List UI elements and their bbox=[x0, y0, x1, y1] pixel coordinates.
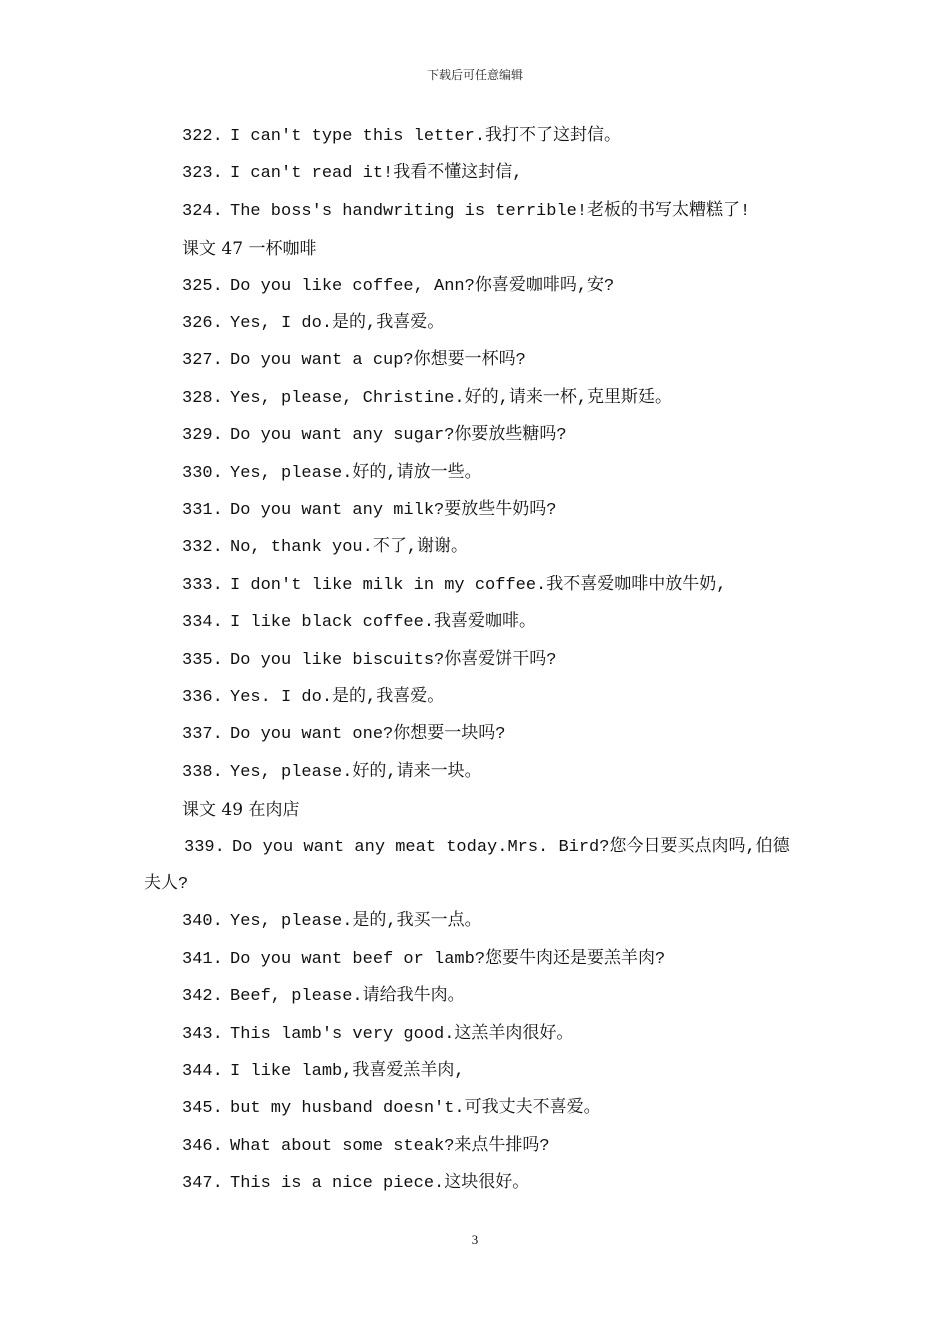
item-number: 337. bbox=[182, 725, 223, 745]
item-number: 341. bbox=[182, 949, 223, 969]
list-item bbox=[184, 833, 790, 863]
list-item bbox=[182, 309, 444, 339]
page-header: 下载后可任意编辑 bbox=[426, 68, 523, 82]
list-item bbox=[182, 608, 536, 638]
item-text: Yes, I do.是的,我喜爱。 bbox=[230, 314, 445, 333]
item-number: 344. bbox=[182, 1062, 223, 1081]
list-item bbox=[182, 272, 614, 302]
list-item bbox=[182, 1057, 465, 1087]
list-item bbox=[182, 346, 526, 376]
item-number: 345. bbox=[182, 1099, 223, 1119]
list-item bbox=[182, 421, 567, 451]
list-item bbox=[182, 496, 556, 526]
item-number: 324. bbox=[182, 201, 223, 221]
item-text: The boss's handwriting is terrible!老板的书写太糟糕了! bbox=[230, 201, 751, 221]
list-item bbox=[182, 720, 505, 750]
item-number: 330. bbox=[182, 463, 223, 483]
item-text: Do you want any meat today.Mrs. Bird?您今日要买点肉吗,伯德 bbox=[232, 837, 790, 857]
item-text: This lamb's very good.这羔羊肉很好。 bbox=[230, 1024, 574, 1044]
item-number: 333. bbox=[182, 575, 223, 595]
item-text: I don't like milk in my coffee.我不喜爱咖啡中放牛奶, bbox=[230, 575, 727, 595]
list-item bbox=[182, 122, 621, 152]
item-number: 342. bbox=[182, 987, 223, 1007]
item-text: Yes, please.好的,请来一块。 bbox=[230, 762, 482, 782]
item-number: 339. bbox=[184, 837, 225, 857]
item-text: I like lamb,我喜爱羔羊肉, bbox=[230, 1062, 465, 1081]
item-number: 346. bbox=[182, 1136, 223, 1156]
item-text: Do you like biscuits?你喜爱饼干吗? bbox=[230, 650, 557, 670]
item-text: Yes, please, Christine.好的,请来一杯,克里斯廷。 bbox=[230, 388, 673, 408]
item-text: Yes, please.是的,我买一点。 bbox=[230, 912, 482, 932]
list-item bbox=[182, 758, 482, 788]
item-text: Do you want one?你想要一块吗? bbox=[230, 725, 506, 745]
item-text: Do you want any sugar?你要放些糖吗? bbox=[230, 426, 567, 446]
lesson-heading: 课文 49 在肉店 bbox=[182, 800, 300, 821]
item-text: I can't read it!我看不懂这封信, bbox=[230, 164, 523, 184]
item-text: No, thank you.不了,谢谢。 bbox=[230, 538, 469, 558]
item-number: 334. bbox=[182, 613, 223, 633]
list-item bbox=[182, 459, 482, 489]
list-item bbox=[182, 571, 726, 601]
item-text: Do you like coffee, Ann?你喜爱咖啡吗,安? bbox=[230, 276, 615, 296]
list-item bbox=[182, 646, 556, 676]
item-text: Do you want beef or lamb?您要牛肉还是要羔羊肉? bbox=[230, 949, 666, 969]
item-number: 326. bbox=[182, 314, 223, 333]
item-number: 343. bbox=[182, 1024, 223, 1044]
list-item bbox=[182, 197, 750, 227]
item-text: Do you want a cup?你想要一杯吗? bbox=[230, 351, 526, 371]
item-number: 336. bbox=[182, 688, 223, 707]
list-item bbox=[182, 945, 665, 975]
lesson-heading: 课文 47 一杯咖啡 bbox=[182, 239, 317, 260]
list-item bbox=[182, 1169, 529, 1199]
list-item bbox=[182, 384, 672, 414]
item-text: This is a nice piece.这块很好。 bbox=[230, 1174, 530, 1194]
list-item bbox=[182, 1094, 601, 1124]
list-item bbox=[182, 159, 522, 189]
item-text: I can't type this letter.我打不了这封信。 bbox=[230, 127, 622, 146]
item-number: 327. bbox=[182, 351, 223, 371]
list-item bbox=[182, 907, 482, 937]
item-text: but my husband doesn't.可我丈夫不喜爱。 bbox=[230, 1099, 601, 1119]
item-number: 323. bbox=[182, 164, 223, 184]
item-number: 332. bbox=[182, 538, 223, 558]
list-item bbox=[182, 982, 465, 1012]
item-text: Yes, please.好的,请放一些。 bbox=[230, 463, 482, 483]
item-number: 328. bbox=[182, 388, 223, 408]
item-text: I like black coffee.我喜爱咖啡。 bbox=[230, 613, 537, 633]
list-item bbox=[182, 1132, 550, 1162]
item-number: 331. bbox=[182, 501, 223, 520]
item-number: 347. bbox=[182, 1174, 223, 1194]
item-number: 329. bbox=[182, 426, 223, 446]
item-text: Beef, please.请给我牛肉。 bbox=[230, 987, 465, 1007]
list-item bbox=[182, 683, 444, 713]
item-number: 335. bbox=[182, 650, 223, 670]
item-text: Do you want any milk?要放些牛奶吗? bbox=[230, 501, 557, 520]
continuation-line: 夫人? bbox=[144, 875, 189, 894]
item-number: 338. bbox=[182, 762, 223, 782]
list-item bbox=[182, 533, 468, 563]
item-text: Yes. I do.是的,我喜爱。 bbox=[230, 688, 445, 707]
item-number: 322. bbox=[182, 127, 223, 146]
item-number: 340. bbox=[182, 912, 223, 932]
item-number: 325. bbox=[182, 276, 223, 296]
page-number: 3 bbox=[471, 1232, 479, 1247]
list-item bbox=[182, 1020, 573, 1050]
item-text: What about some steak?来点牛排吗? bbox=[230, 1136, 550, 1156]
